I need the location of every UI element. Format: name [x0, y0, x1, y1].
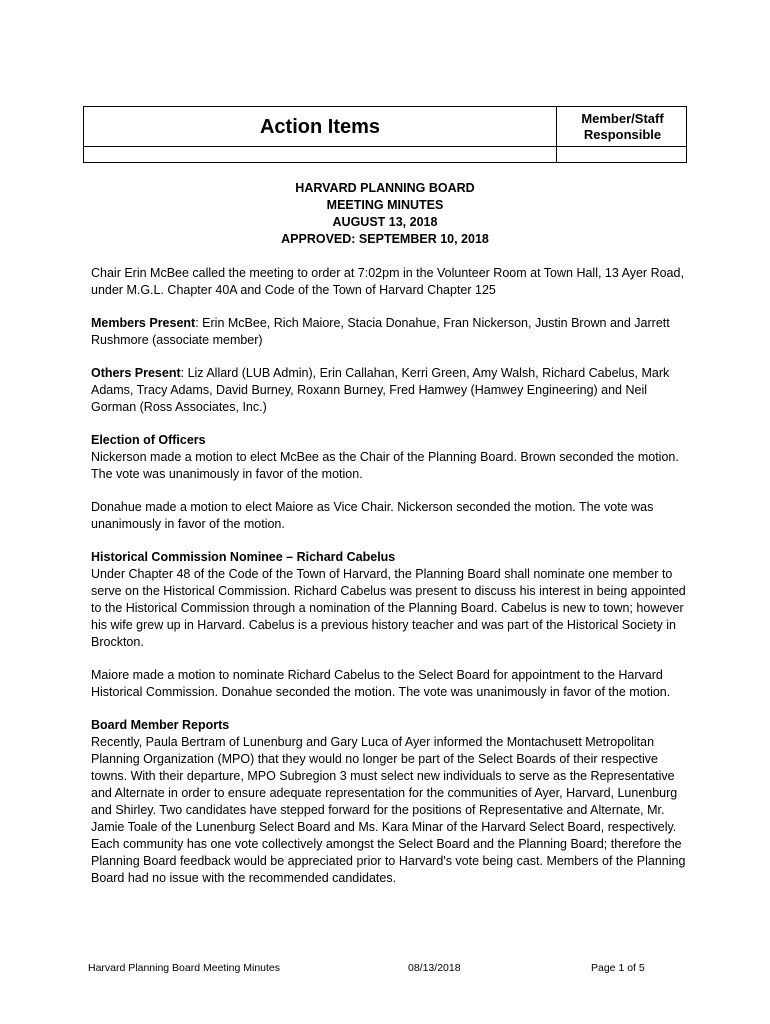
members-present-paragraph [91, 315, 691, 349]
members-present-label: Members Present [91, 316, 196, 330]
election-heading: Election of Officers [91, 433, 206, 447]
historical-heading: Historical Commission Nominee – Richard Cabelus [91, 550, 396, 564]
board-reports-heading: Board Member Reports [91, 718, 230, 732]
others-present-text: : Liz Allard (LUB Admin), Erin Callahan, Kerri Green, Amy Walsh, Richard Cabelus, Mark Adams, Tracy Adams, David Burney, Roxann Burney, Fred Hamwey (Hamwey Engineering) and Neil Gorman (Ross Associates, Inc.) [91, 366, 670, 414]
action-items-title: Action Items [259, 116, 381, 138]
election-paragraph-1: Nickerson made a motion to elect McBee as the Chair of the Planning Board. Brown seconded the motion. The vote was unanimously in favor of the motion. [91, 450, 679, 481]
member-staff-line2: Responsible [583, 127, 662, 142]
historical-paragraph-2: Maiore made a motion to nominate Richard Cabelus to the Select Board for appointment to the Harvard Historical Commission. Donahue seconded the motion. The vote was unanimously in favor of the motion. [91, 668, 671, 699]
member-staff-header [557, 111, 688, 143]
minutes-body [91, 265, 691, 903]
board-reports-section [91, 717, 691, 887]
footer-page-number: Page 1 of 5 [591, 962, 645, 974]
minutes-header [0, 180, 770, 248]
action-items-table [83, 106, 687, 163]
member-staff-line1: Member/Staff [581, 111, 664, 126]
header-line-approved: APPROVED: SEPTEMBER 10, 2018 [281, 232, 489, 246]
election-paragraph-2: Donahue made a motion to elect Maiore as Vice Chair. Nickerson seconded the motion. The vote was unanimously in favor of the motion. [91, 500, 654, 531]
header-line-date: AUGUST 13, 2018 [332, 215, 438, 229]
header-line-board: HARVARD PLANNING BOARD [295, 181, 475, 195]
election-section [91, 432, 691, 483]
footer-title: Harvard Planning Board Meeting Minutes [88, 962, 281, 974]
historical-paragraph-1: Under Chapter 48 of the Code of the Town of Harvard, the Planning Board shall nominate one member to serve on the Historical Commission. Richard Cabelus was present to discuss his interest in being appointed to the Historical Commission through a nomination of the Planning Board. Cabelus is new to town; however his wife grew up in Harvard. Cabelus is a previous history teacher and was part of the Historical Society in Brockton. [91, 567, 686, 649]
others-present-paragraph [91, 365, 691, 416]
footer-date: 08/13/2018 [408, 962, 461, 974]
intro-paragraph: Chair Erin McBee called the meeting to order at 7:02pm in the Volunteer Room at Town Hall, 13 Ayer Road, under M.G.L. Chapter 40A and Code of the Town of Harvard Chapter 125 [91, 266, 684, 297]
others-present-label: Others Present [91, 366, 181, 380]
board-reports-paragraph: Recently, Paula Bertram of Lunenburg and Gary Luca of Ayer informed the Montachusett Metropolitan Planning Organization (MPO) that they would no longer be part of the Select Boards of their respective towns. With their departure, MPO Subregion 3 must select new individuals to serve as the Representative and Alternate in order to ensure adequate representation for the communities of Ayer, Harvard, Lunenburg and Shirley. Two candidates have stepped forward for the positions of Representative and Alternate, Mr. Jamie Toale of the Lunenburg Select Board and Ms. Kara Minar of the Harvard Select Board, respectively. Each community has one vote collectively amongst the Select Board and the Planning Board; therefore the Planning Board feedback would be appreciated prior to Harvard's vote being cast. Members of the Planning Board had no issue with the recommended candidates. [91, 735, 686, 885]
historical-section [91, 549, 691, 651]
members-present-text: : Erin McBee, Rich Maiore, Stacia Donahue, Fran Nickerson, Justin Brown and Jarrett Rushmore (associate member) [91, 316, 670, 347]
header-line-minutes: MEETING MINUTES [326, 198, 444, 212]
